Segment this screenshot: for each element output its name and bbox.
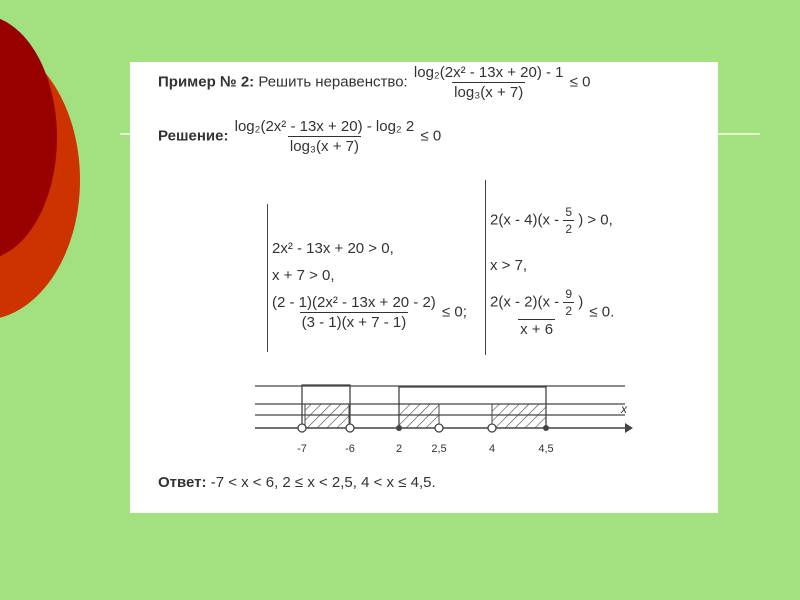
right-frac-inner-fraction: [563, 287, 574, 318]
tick-label-2-5: 2,5: [431, 443, 447, 455]
tick-label-minus6: -6: [345, 443, 355, 455]
solution-denominator: log₃(x + 7): [289, 138, 359, 155]
right-cond-1-frac-num: 5: [565, 205, 573, 219]
tick-label-4-5: 4,5: [538, 443, 554, 455]
example-relation: ≤ 0: [569, 73, 591, 91]
left-cond-3: [270, 294, 467, 331]
example-numerator: log₂(2x² - 13x + 20) - 1: [413, 64, 564, 81]
right-cond-1-suffix: ) > 0,: [578, 211, 613, 229]
left-cond-1: 2x² - 13x + 20 > 0,: [272, 240, 394, 257]
right-frac-prefix: 2(x - 2)(x -: [490, 293, 560, 311]
right-frac-inner-num: 9: [565, 287, 573, 301]
axis-arrow-icon: [625, 423, 633, 433]
example-task: Решить неравенство:: [258, 73, 408, 91]
example-line: [158, 64, 590, 101]
point-open-minus6: [346, 424, 354, 432]
scanned-page: [130, 62, 718, 513]
left-frac-numerator: (2 - 1)(2x² - 13x + 20 - 2): [272, 294, 436, 311]
hatched-interval-1: [305, 404, 349, 428]
right-system-brace: [485, 180, 486, 355]
answer-line: [158, 474, 436, 491]
answer-label: Ответ:: [158, 474, 207, 491]
solution-label: Решение:: [158, 127, 229, 145]
right-frac-numerator: [488, 287, 585, 319]
left-cond-2: x + 7 > 0,: [272, 267, 335, 284]
solution-relation: ≤ 0: [420, 127, 442, 145]
right-frac-denominator: x + 6: [520, 321, 554, 338]
tick-label-4: 4: [488, 443, 496, 455]
tick-label-minus7: -7: [297, 443, 307, 455]
point-closed-2: [396, 425, 402, 431]
left-frac-denominator: (3 - 1)(x + 7 - 1): [301, 314, 407, 331]
right-frac-suffix: ): [578, 293, 584, 311]
hatched-interval-3: [492, 404, 546, 428]
point-closed-4-5: [543, 425, 549, 431]
point-open-2-5: [435, 424, 443, 432]
point-open-minus7: [298, 424, 306, 432]
hatched-interval-2: [399, 404, 439, 428]
right-cond-3: [488, 287, 614, 338]
left-system-brace: [267, 204, 268, 352]
right-cond-3-fraction: [488, 287, 585, 338]
left-frac-relation: ≤ 0;: [441, 303, 467, 321]
solution-line: [158, 118, 441, 155]
right-cond-2: x > 7,: [490, 257, 528, 274]
tick-label-2: 2: [395, 443, 403, 455]
solution-numerator: log₂(2x² - 13x + 20) - log₂ 2: [234, 118, 415, 135]
right-cond-1-prefix: 2(x - 4)(x -: [490, 211, 560, 229]
right-frac-inner-den: 2: [565, 304, 573, 318]
solution-fraction: [233, 118, 417, 155]
right-cond-1-frac-den: 2: [565, 222, 573, 236]
axis-label: x: [621, 402, 627, 416]
example-label: Пример № 2:: [158, 73, 255, 91]
number-line-diagram: [130, 377, 718, 477]
right-cond-1: [490, 205, 613, 236]
right-cond-1-fraction: [563, 205, 574, 236]
right-frac-relation: ≤ 0.: [589, 303, 615, 321]
answer-text: -7 < x < 6, 2 ≤ x < 2,5, 4 < x ≤ 4,5.: [210, 474, 436, 491]
example-fraction: [412, 64, 566, 101]
point-open-4: [488, 424, 496, 432]
example-denominator: log₃(x + 7): [454, 84, 524, 101]
left-cond-3-fraction: [270, 294, 438, 331]
